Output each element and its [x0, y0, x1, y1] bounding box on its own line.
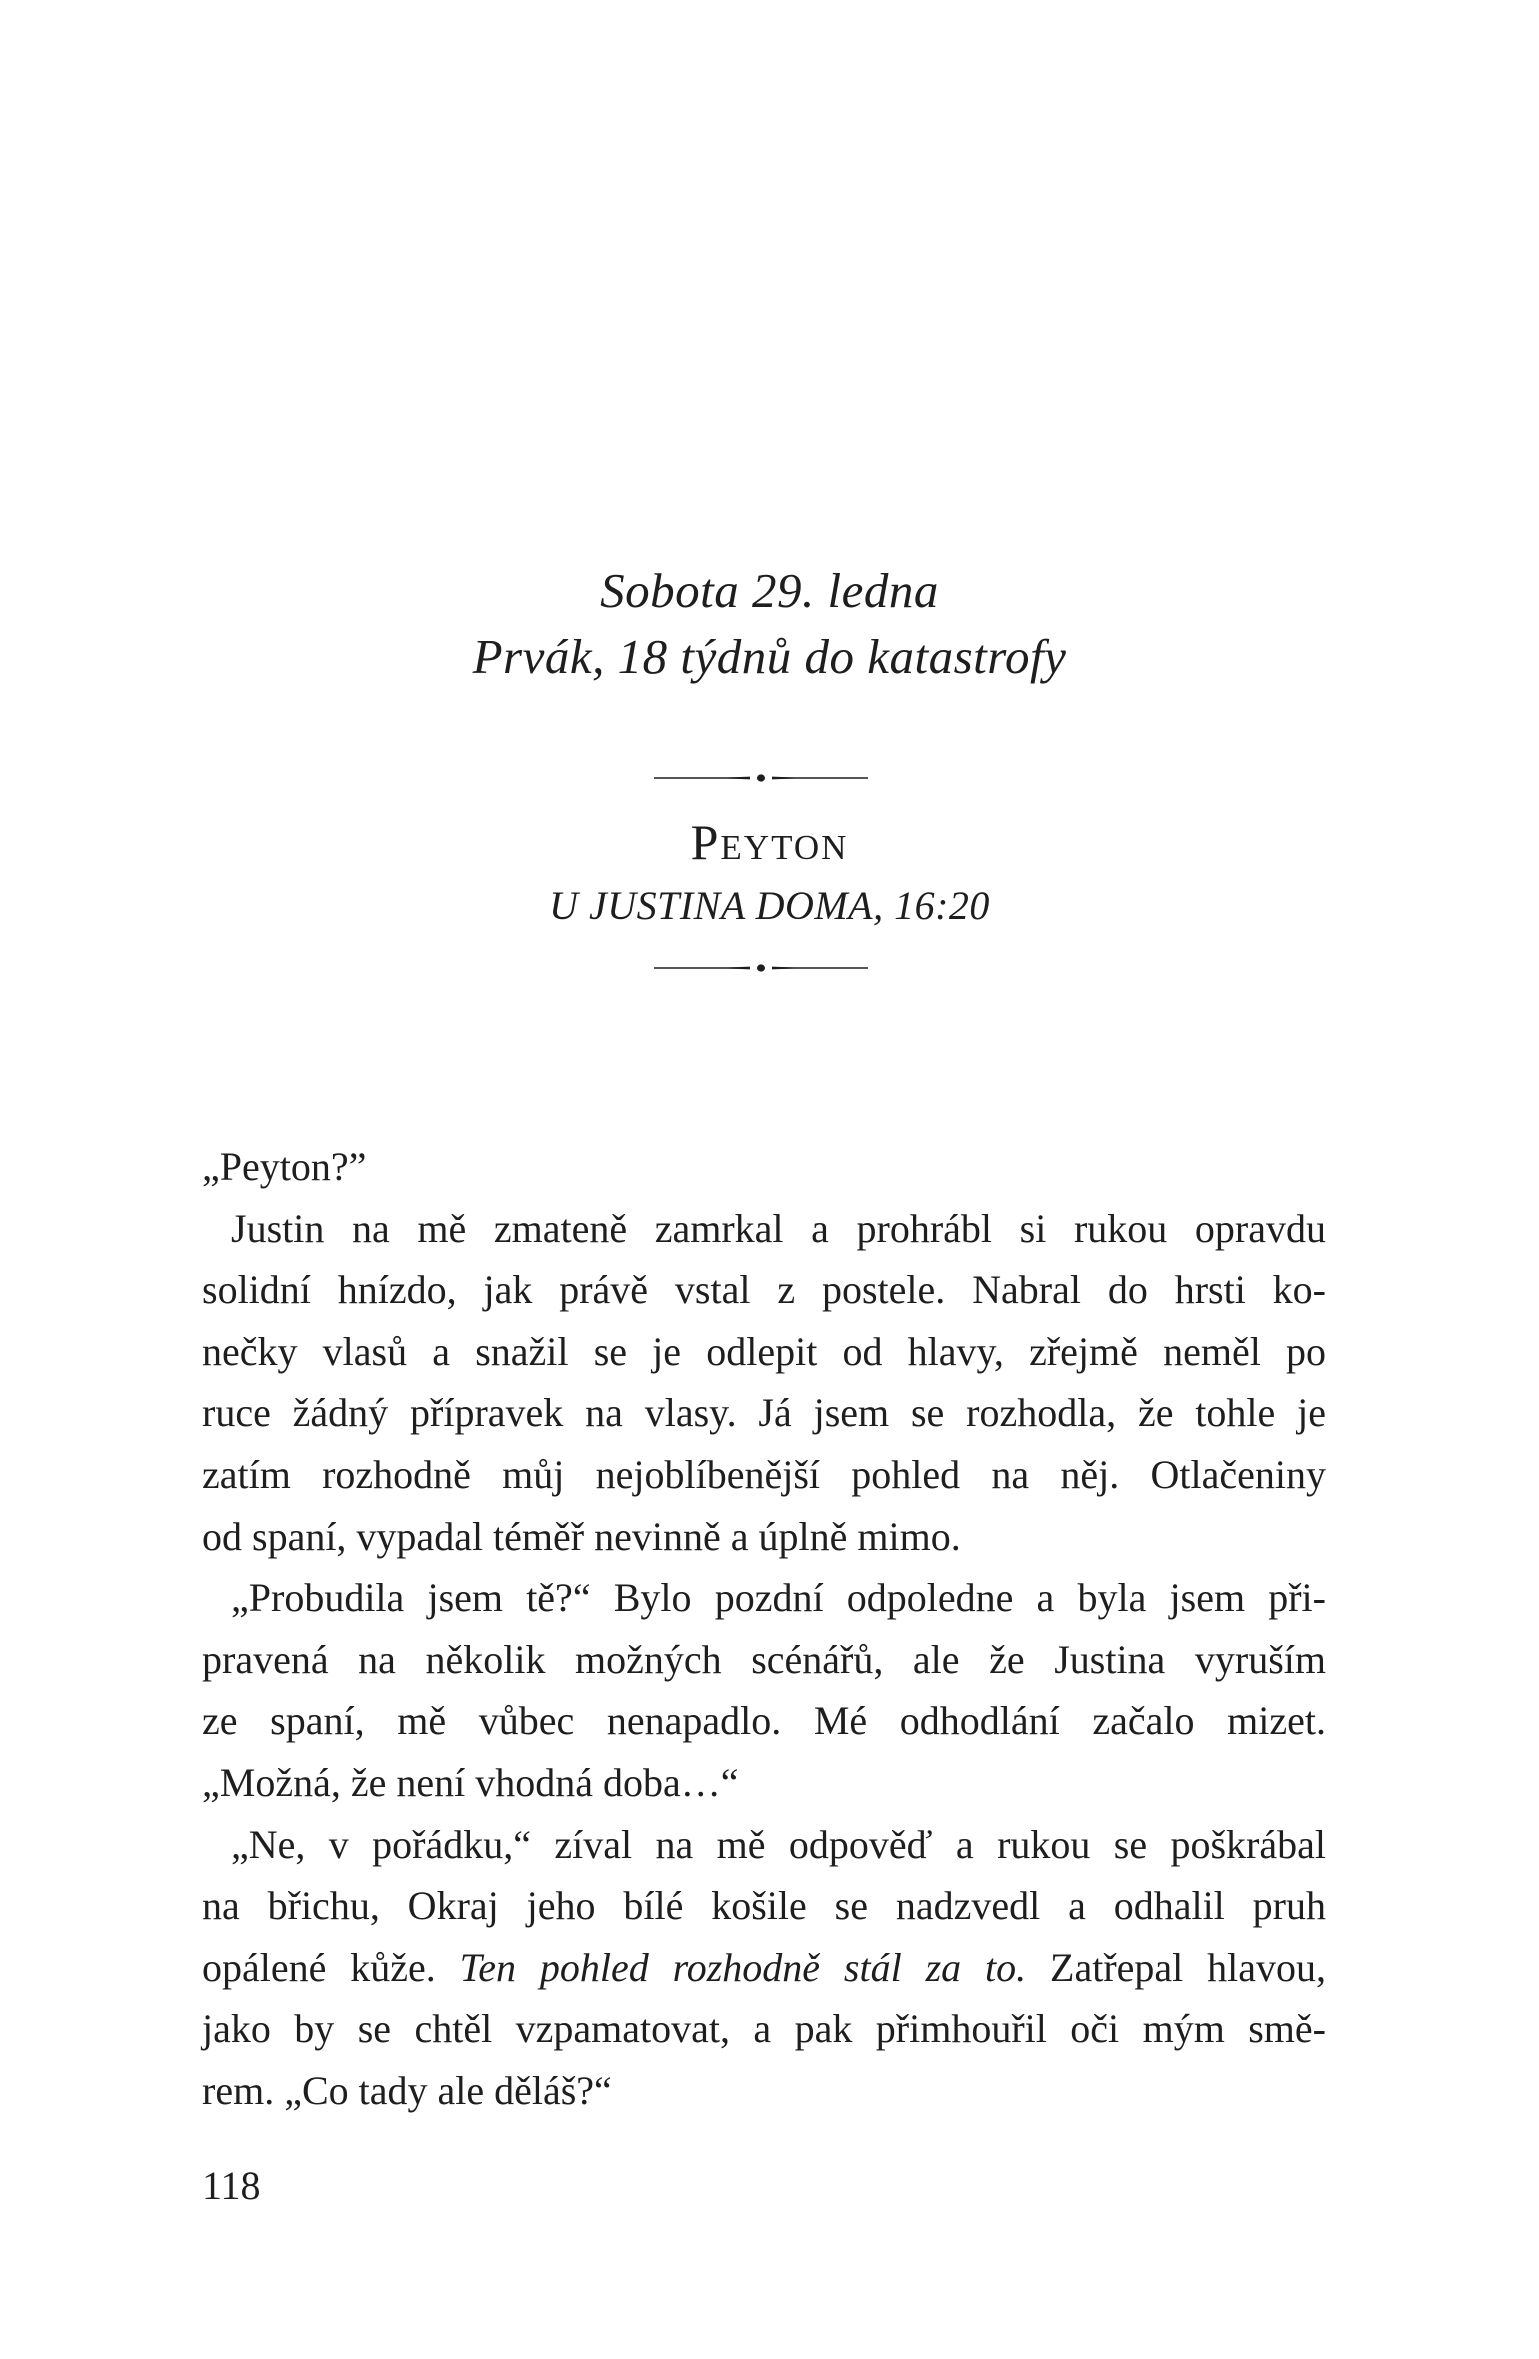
paragraph-2-line-2: solidní hnízdo, jak právě vstal z postele. Nabral do hrsti ko- — [202, 1267, 1326, 1313]
date-heading — [0, 558, 1539, 690]
ornament-divider-top — [654, 771, 868, 785]
chapter-location: U JUSTINA DOMA, 16:20 — [549, 883, 990, 928]
paragraph-4-line-3-after: Zatřepal hlavou, — [1026, 1944, 1327, 1990]
chapter-narrator: Peyton — [690, 814, 849, 870]
date-heading-line-1: Sobota 29. ledna — [600, 563, 939, 618]
paragraph-1-line-1: „Peyton?” — [202, 1144, 367, 1189]
page-number: 118 — [202, 2163, 261, 2208]
paragraph-4-line-3-before: opálené kůže. — [202, 1944, 460, 1990]
paragraph-2-line-3: nečky vlasů a snažil se je odlepit od hlavy, zřejmě neměl po — [202, 1328, 1326, 1374]
ornament-divider-bottom — [654, 961, 868, 975]
paragraph-3-line-4: „Možná, že není vhodná doba…“ — [202, 1759, 739, 1805]
body-text — [202, 1136, 1326, 2122]
paragraph-2-line-4: ruce žádný přípravek na vlasy. Já jsem se rozhodla, že tohle je — [202, 1390, 1326, 1436]
paragraph-4-line-1: „Ne, v pořádku,“ zíval na mě odpověď a rukou se poškrábal — [231, 1821, 1326, 1867]
paragraph-2-line-5: zatím rozhodně můj nejoblíbenější pohled na něj. Otlačeniny — [202, 1451, 1326, 1497]
paragraph-4-line-3 — [202, 1937, 1326, 1999]
date-heading-line-2: Prvák, 18 týdnů do katastrofy — [472, 629, 1067, 684]
paragraph-2-line-6: od spaní, vypadal téměř nevinně a úplně mimo. — [202, 1513, 961, 1559]
paragraph-3-line-1: „Probudila jsem tě?“ Bylo pozdní odpoledne a byla jsem při- — [231, 1575, 1326, 1621]
paragraph-3-line-3: ze spaní, mě vůbec nenapadlo. Mé odhodlání začalo mizet. — [202, 1698, 1326, 1744]
paragraph-2-line-1: Justin na mě zmateně zamrkal a prohrábl si rukou opravdu — [231, 1205, 1326, 1251]
paragraph-4-line-2: na břichu, Okraj jeho bílé košile se nadzvedl a odhalil pruh — [202, 1883, 1326, 1929]
paragraph-4-line-5: rem. „Co tady ale děláš?“ — [202, 2067, 612, 2113]
paragraph-4-line-4: jako by se chtěl vzpamatovat, a pak přimhouřil oči mým smě- — [202, 2006, 1326, 2052]
paragraph-3-line-2: pravená na několik možných scénářů, ale že Justina vyruším — [202, 1636, 1326, 1682]
italic-emphasis: Ten pohled rozhodně stál za to. — [459, 1944, 1027, 1990]
